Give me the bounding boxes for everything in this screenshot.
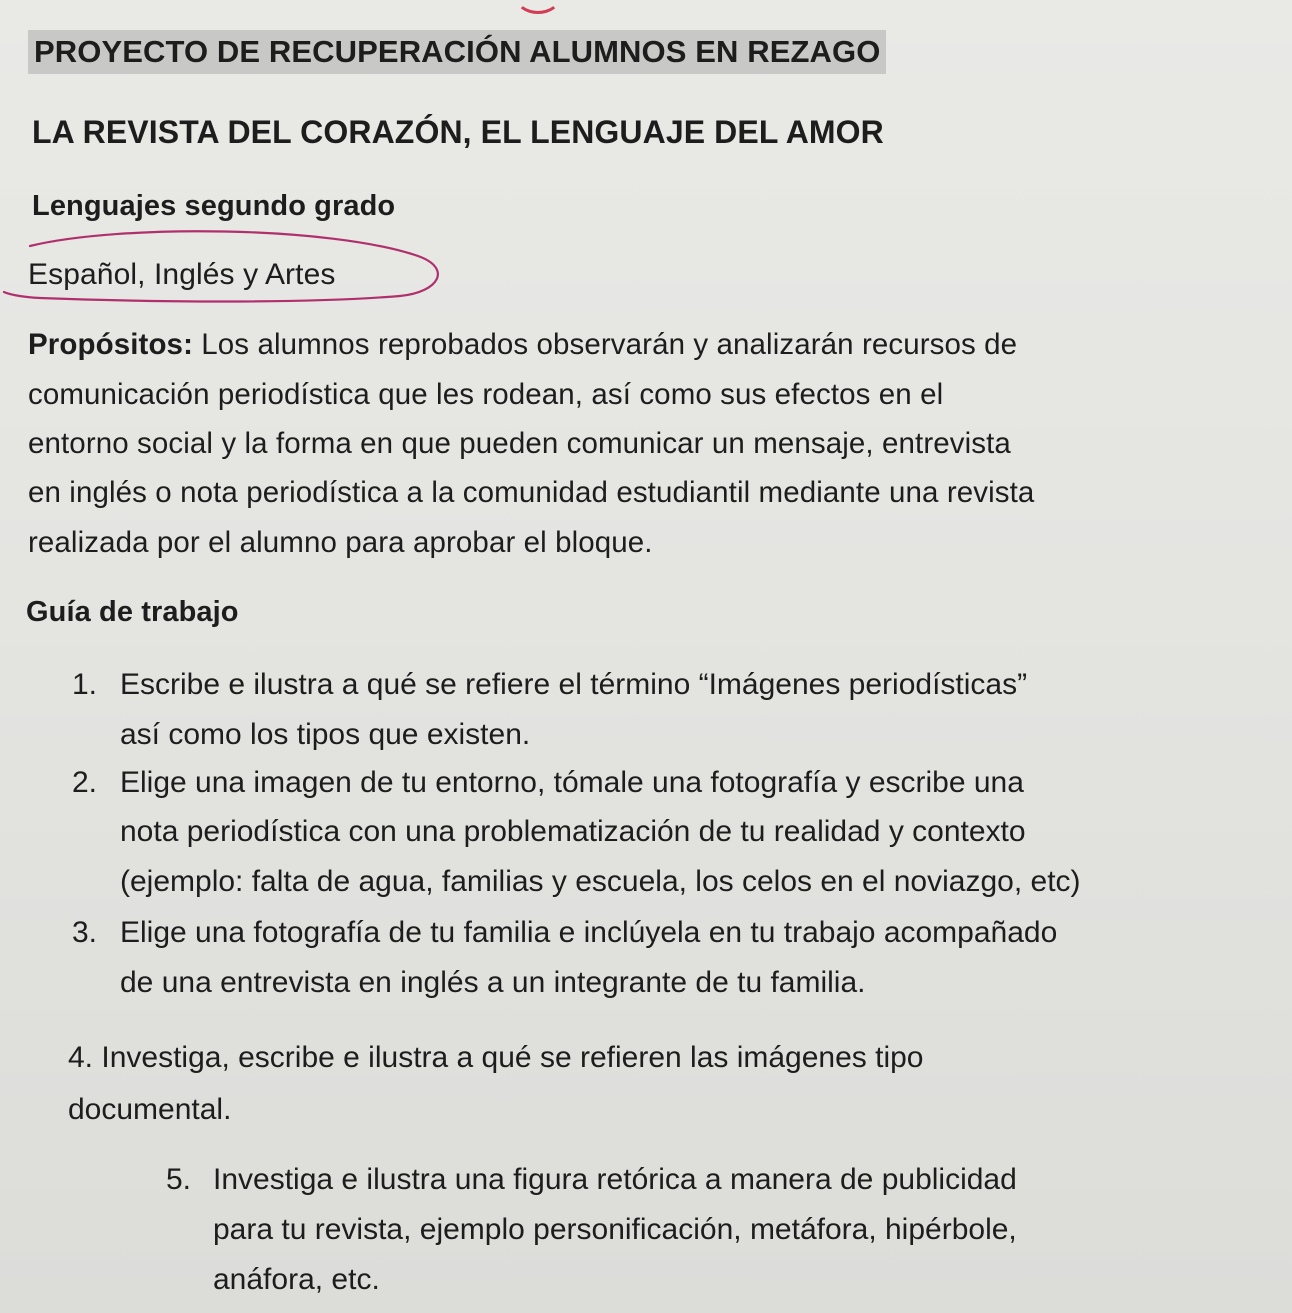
purpose-line-5: realizada por el alumno para aprobar el bloque. — [28, 526, 653, 559]
item-3-line-2: de una entrevista en inglés a un integrante de tu familia. — [120, 966, 866, 999]
field-subtitle: Lenguajes segundo grado — [32, 190, 396, 222]
item-4-line-1 — [68, 1038, 924, 1078]
item-4-number: 4. — [68, 1041, 94, 1074]
stamp-mark — [515, 0, 561, 14]
item-5-line-3: anáfora, etc. — [213, 1263, 380, 1296]
item-1-line-2: así como los tipos que existen. — [120, 718, 531, 751]
item-2-line-1: Elige una imagen de tu entorno, tómale una fotografía y escribe una — [120, 766, 1024, 799]
item-2-line-3: (ejemplo: falta de agua, familias y escuela, los celos en el noviazgo, etc) — [120, 865, 1081, 898]
subjects-line: Español, Inglés y Artes — [28, 258, 336, 291]
magazine-title: LA REVISTA DEL CORAZÓN, EL LENGUAJE DEL AMOR — [32, 114, 884, 150]
guide-title: Guía de trabajo — [26, 596, 239, 628]
purpose-line-2: comunicación periodística que les rodean, así como sus efectos en el — [28, 378, 944, 411]
item-2-line-2: nota periodística con una problematización de tu realidad y contexto — [120, 815, 1026, 848]
item-5-number: 5. — [166, 1163, 192, 1196]
purpose-label: Propósitos: — [28, 328, 193, 361]
purpose-line-4: en inglés o nota periodística a la comunidad estudiantil mediante una revista — [28, 476, 1035, 509]
purpose-line-3: entorno social y la forma en que pueden comunicar un mensaje, entrevista — [28, 427, 1011, 460]
item-1-line-1: Escribe e ilustra a qué se refiere el término “Imágenes periodísticas” — [120, 668, 1028, 701]
item-2-number: 2. — [72, 766, 98, 799]
item-4-text: Investiga, escribe e ilustra a qué se refieren las imágenes tipo — [101, 1041, 924, 1074]
item-5-line-2: para tu revista, ejemplo personificación, metáfora, hipérbole, — [213, 1213, 1017, 1246]
item-4-line-2: documental. — [68, 1093, 232, 1126]
project-title: PROYECTO DE RECUPERACIÓN ALUMNOS EN REZAGO — [28, 30, 886, 74]
purpose-text: Los alumnos reprobados observarán y analizarán recursos de — [193, 328, 1018, 361]
handwritten-circle — [0, 222, 460, 312]
purpose-line-1 — [28, 325, 1017, 365]
item-5-line-1: Investiga e ilustra una figura retórica a manera de publicidad — [213, 1163, 1017, 1196]
item-1-number: 1. — [72, 668, 98, 701]
item-3-number: 3. — [72, 916, 98, 949]
item-3-line-1: Elige una fotografía de tu familia e inclúyela en tu trabajo acompañado — [120, 916, 1058, 949]
